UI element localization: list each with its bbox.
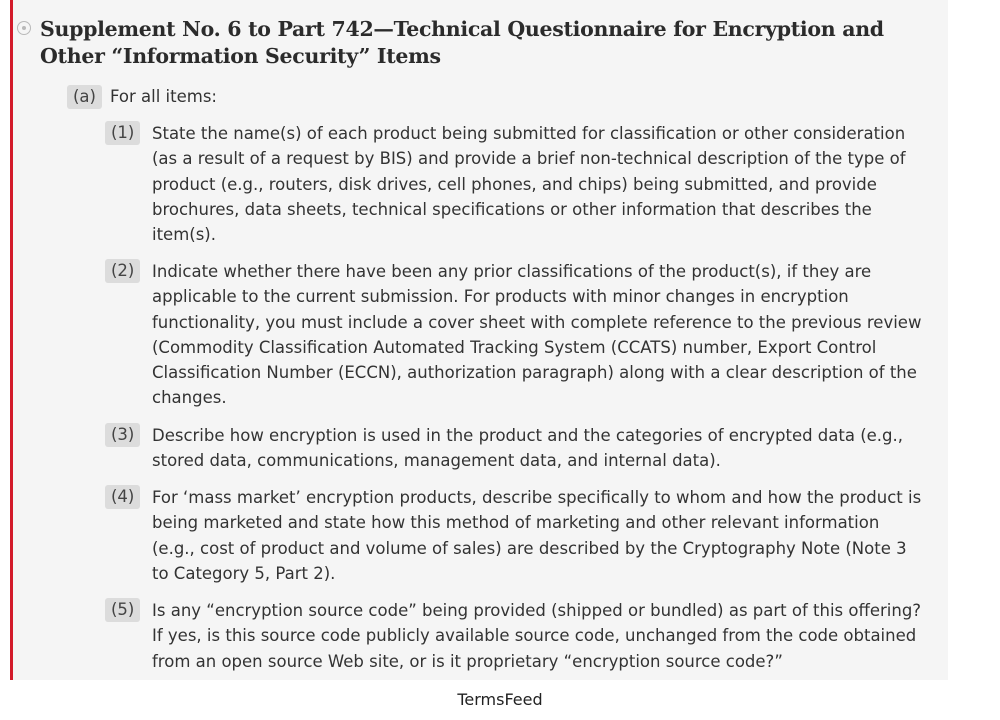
item-text: State the name(s) of each product being submitted for classification or other consideration (as a result of a request by BIS) and provide a brief non-technical description of the type of product (e.g., routers, disk drives, cell phones, and chips) being submitted, and provide brochures, data sheets, technical specifications or other information that describes the item(s). [152, 124, 906, 245]
item-text: For ‘mass market’ encryption products, describe specifically to whom and how the product is being marketed and state how this method of marketing and other relevant information (e.g., cost of product and volume of sales) are described by the Cryptography Note (Note 3 to Category 5, Part 2). [152, 488, 922, 583]
list-item [105, 259, 925, 411]
paragraph-text: For all items: [110, 87, 217, 106]
item-marker: (1) [105, 121, 140, 145]
item-text: Describe how encryption is used in the product and the categories of encrypted data (e.g., stored data, communications, management data, and internal data). [152, 426, 904, 471]
page-title: Supplement No. 6 to Part 742—Technical Questionnaire for Encryption and Other “Information Security” Items [40, 17, 884, 68]
item-marker: (4) [105, 485, 140, 509]
list-item [105, 485, 925, 586]
document-section [10, 0, 948, 680]
target-icon[interactable] [17, 21, 31, 35]
list-item [105, 121, 925, 247]
item-marker: (5) [105, 598, 140, 622]
list-item [105, 423, 925, 474]
paragraph-marker: (a) [67, 85, 102, 109]
item-text: Indicate whether there have been any prior classifications of the product(s), if they are applicable to the current submission. For products with minor changes in encryption functionality, you must include a cover sheet with complete reference to the previous review (Commodity Classification Automated Tracking System (CCATS) number, Export Control Classification Number (ECCN), authorization paragraph) along with a clear description of the changes. [152, 262, 922, 408]
item-marker: (2) [105, 259, 140, 283]
footer-brand: TermsFeed [457, 690, 543, 709]
list-item [105, 598, 925, 674]
item-text: Is any “encryption source code” being provided (shipped or bundled) as part of this offering? If yes, is this source code publicly available source code, unchanged from the code obtained from an open source Web site, or is it proprietary “encryption source code?” [152, 601, 922, 671]
item-marker: (3) [105, 423, 140, 447]
paragraph-a [67, 85, 217, 109]
